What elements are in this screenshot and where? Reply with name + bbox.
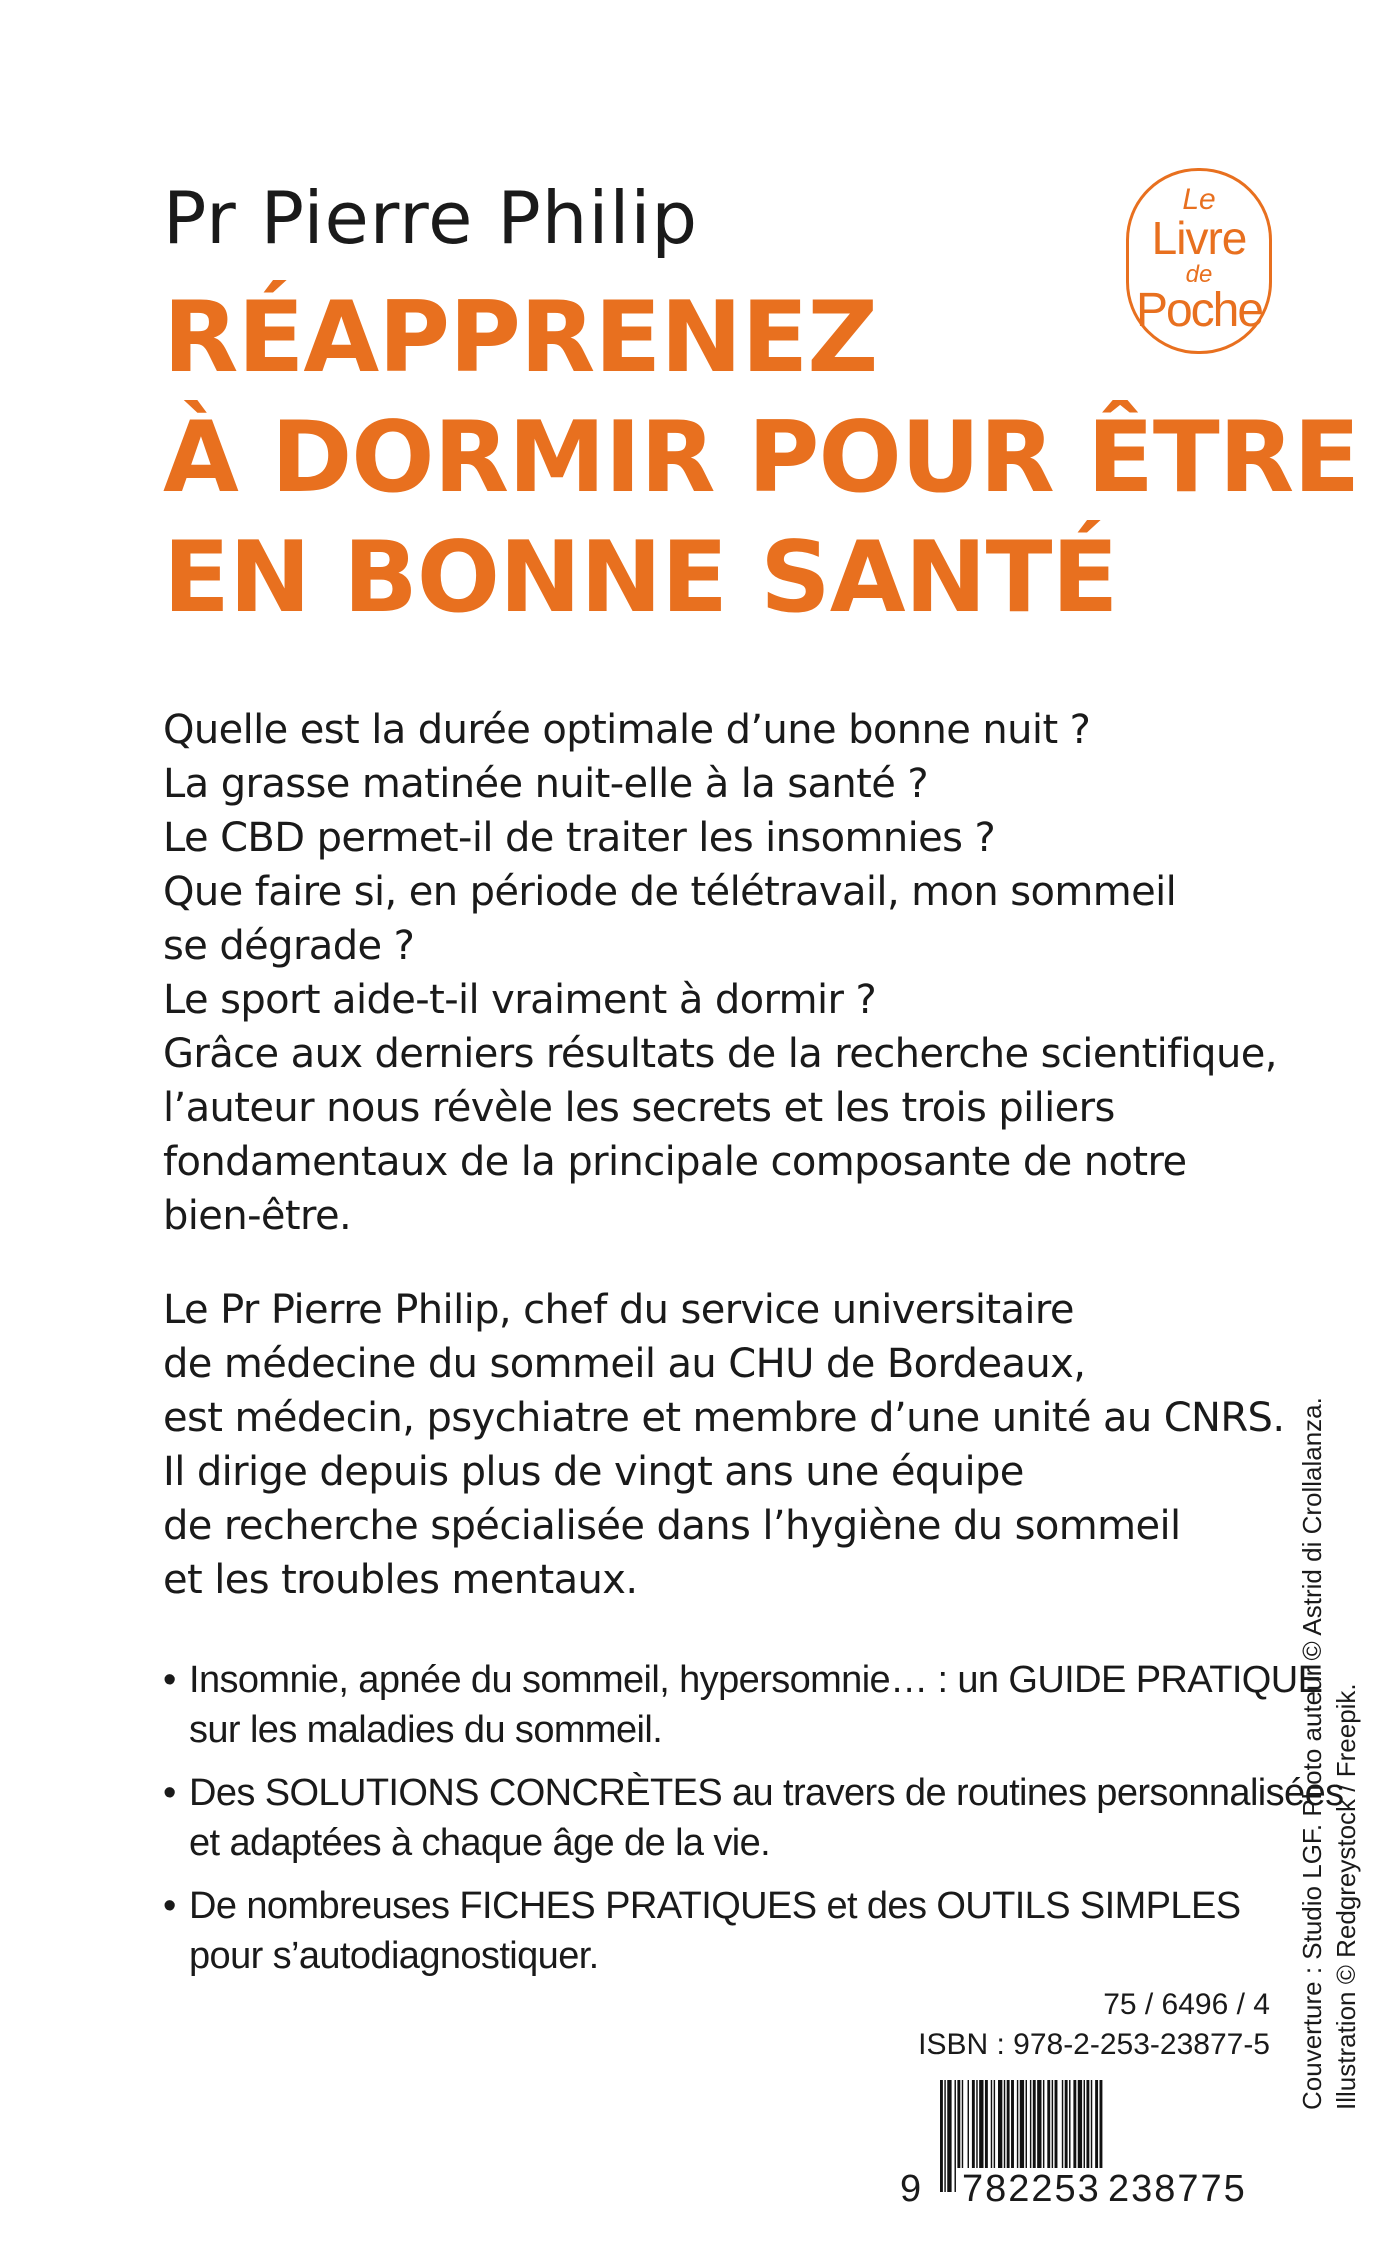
barcode-digit-group: 238775 <box>1104 2168 1251 2211</box>
title-line: RÉAPPRENEZ <box>163 281 878 395</box>
list-item-line: Insomnie, apnée du sommeil, hypersomnie… : un GUIDE PRATIQUE <box>189 1659 1323 1701</box>
title-line: À DORMIR POUR ÊTRE <box>163 401 1360 515</box>
credit-line: Illustration © Redgreystock / Freepik. <box>1331 1683 1361 2110</box>
list-item-line: De nombreuses FICHES PRATIQUES et des OUTILS SIMPLES <box>189 1885 1241 1927</box>
logo-le: Le <box>1182 183 1216 216</box>
text-line: Que faire si, en période de télétravail, mon sommeil <box>163 869 1177 915</box>
list-item <box>163 1655 1323 1755</box>
text-line: La grasse matinée nuit-elle à la santé ? <box>163 761 929 807</box>
text-line: se dégrade ? <box>163 923 415 969</box>
bullet-icon: • <box>163 1659 176 1701</box>
text-line: bien-être. <box>163 1193 352 1239</box>
text-line: Grâce aux derniers résultats de la recherche scientifique, <box>163 1031 1277 1077</box>
cover-credits <box>1295 1397 1363 2110</box>
list-item <box>163 1881 1263 1981</box>
text-line: Le sport aide-t-il vraiment à dormir ? <box>163 977 877 1023</box>
barcode-digit-group: 782253 <box>956 2168 1107 2211</box>
logo-livre: Livre <box>1151 212 1247 264</box>
text-line: de recherche spécialisée dans l’hygiène du sommeil <box>163 1503 1181 1549</box>
list-item-line: et adaptées à chaque âge de la vie. <box>189 1822 771 1864</box>
text-line: Quelle est la durée optimale d’une bonne nuit ? <box>163 707 1091 753</box>
list-item-line: pour s’autodiagnostiquer. <box>189 1935 599 1977</box>
barcode-bar <box>947 2080 951 2192</box>
text-line: Il dirige depuis plus de vingt ans une équipe <box>163 1449 1024 1495</box>
logo-poche: Poche <box>1135 284 1263 337</box>
text-line: l’auteur nous révèle les secrets et les trois piliers <box>163 1085 1115 1131</box>
catalog-code: 75 / 6496 / 4 <box>1103 1988 1270 2021</box>
book-title <box>163 278 1360 638</box>
text-line: Le CBD permet-il de traiter les insomnies ? <box>163 815 996 861</box>
credit-line: Couverture : Studio LGF. Photo auteur © Astrid di Crollalanza. <box>1297 1397 1327 2110</box>
blurb-questions <box>163 703 1277 1243</box>
list-item-line: Des SOLUTIONS CONCRÈTES au travers de routines personnalisées <box>189 1772 1344 1814</box>
barcode-bar <box>944 2080 945 2192</box>
livre-de-poche-logo <box>1126 168 1272 354</box>
text-line: est médecin, psychiatre et membre d’une unité au CNRS. <box>163 1395 1285 1441</box>
text-line: Le Pr Pierre Philip, chef du service universitaire <box>163 1287 1074 1333</box>
barcode-bar <box>940 2080 943 2192</box>
logo-de: de <box>1185 261 1213 288</box>
list-item <box>163 1768 1344 1868</box>
barcode-digit-first: 9 <box>900 2168 922 2210</box>
author-bio <box>163 1283 1285 1607</box>
text-line: de médecine du sommeil au CHU de Bordeaux, <box>163 1341 1086 1387</box>
author-name: Pr Pierre Philip <box>163 176 699 260</box>
isbn-number: ISBN : 978-2-253-23877-5 <box>918 2028 1270 2061</box>
bullet-icon: • <box>163 1885 176 1927</box>
title-line: EN BONNE SANTÉ <box>163 521 1118 635</box>
text-line: fondamentaux de la principale composante de notre <box>163 1139 1187 1185</box>
text-line: et les troubles mentaux. <box>163 1557 638 1603</box>
feature-list <box>163 1655 1344 1994</box>
list-item-line: sur les maladies du sommeil. <box>189 1709 663 1751</box>
bullet-icon: • <box>163 1772 176 1814</box>
